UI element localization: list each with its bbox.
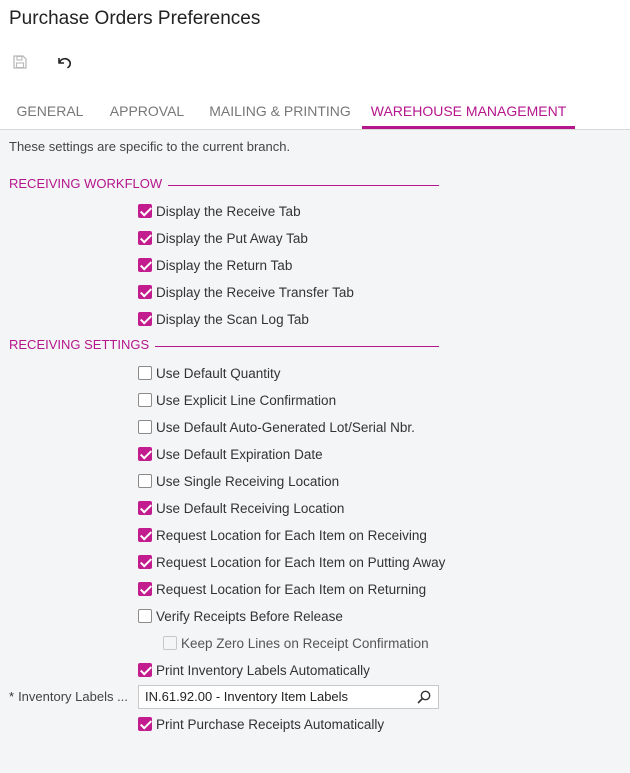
top-bar (0, 0, 630, 130)
checkbox-checked[interactable] (138, 285, 152, 299)
checkbox-checked[interactable] (138, 717, 152, 731)
checkbox-checked[interactable] (138, 555, 152, 569)
checkbox-checked[interactable] (138, 258, 152, 272)
display-put-away-tab-label: Display the Put Away Tab (156, 230, 308, 246)
tab-mailing-printing[interactable]: MAILING & PRINTING (209, 103, 351, 119)
search-icon[interactable] (416, 689, 432, 705)
request-location-receiving-row[interactable] (138, 526, 427, 544)
checkbox-checked[interactable] (138, 312, 152, 326)
required-mark: * (9, 689, 15, 704)
use-explicit-line-confirmation-label: Use Explicit Line Confirmation (156, 392, 337, 408)
request-location-receiving-label: Request Location for Each Item on Receiving (156, 527, 427, 543)
inventory-labels-field-label (9, 689, 128, 704)
display-scan-log-tab-label: Display the Scan Log Tab (156, 311, 309, 327)
checkbox-disabled[interactable] (163, 636, 177, 650)
inventory-labels-value: IN.61.92.00 - Inventory Item Labels (145, 689, 349, 704)
display-return-tab-label: Display the Return Tab (156, 257, 293, 273)
checkbox-checked[interactable] (138, 501, 152, 515)
inventory-labels-label-text: Inventory Labels ... (18, 689, 128, 704)
display-receive-tab-label: Display the Receive Tab (156, 203, 301, 219)
request-location-returning-label: Request Location for Each Item on Returning (156, 581, 427, 597)
display-receive-tab-row[interactable] (138, 202, 301, 220)
request-location-returning-row[interactable] (138, 580, 426, 598)
use-explicit-line-confirmation-row[interactable] (138, 391, 336, 409)
checkbox-unchecked[interactable] (138, 474, 152, 488)
use-default-expiration-date-row[interactable] (138, 445, 323, 463)
checkbox-unchecked[interactable] (138, 420, 152, 434)
print-inventory-labels-label: Print Inventory Labels Automatically (156, 662, 370, 678)
display-scan-log-tab-row[interactable] (138, 310, 309, 328)
checkbox-checked[interactable] (138, 231, 152, 245)
verify-receipts-label: Verify Receipts Before Release (156, 608, 343, 624)
receiving-workflow-header (9, 175, 439, 191)
checkbox-checked[interactable] (138, 528, 152, 542)
checkbox-checked[interactable] (138, 582, 152, 596)
checkbox-unchecked[interactable] (138, 393, 152, 407)
section-divider (155, 346, 439, 347)
verify-receipts-row[interactable] (138, 607, 343, 625)
undo-icon[interactable] (54, 52, 74, 72)
page-title: Purchase Orders Preferences (9, 8, 261, 29)
receiving-settings-header (9, 336, 439, 352)
request-location-putting-away-label: Request Location for Each Item on Putting Away (156, 554, 446, 570)
tab-bar (0, 92, 630, 130)
checkbox-checked[interactable] (138, 204, 152, 218)
section-divider (168, 185, 439, 186)
display-put-away-tab-row[interactable] (138, 229, 308, 247)
tab-general[interactable]: GENERAL (16, 103, 84, 119)
keep-zero-lines-label: Keep Zero Lines on Receipt Confirmation (181, 635, 429, 651)
branch-info-text: These settings are specific to the current branch. (9, 139, 291, 154)
checkbox-unchecked[interactable] (138, 366, 152, 380)
tab-approval[interactable]: APPROVAL (109, 103, 185, 119)
keep-zero-lines-row[interactable] (163, 634, 429, 652)
display-receive-transfer-tab-label: Display the Receive Transfer Tab (156, 284, 354, 300)
use-default-quantity-label: Use Default Quantity (156, 365, 281, 381)
use-default-auto-lot-serial-row[interactable] (138, 418, 415, 436)
use-single-receiving-location-label: Use Single Receiving Location (156, 473, 340, 489)
use-default-receiving-location-row[interactable] (138, 499, 344, 517)
print-inventory-labels-row[interactable] (138, 661, 370, 679)
use-default-expiration-date-label: Use Default Expiration Date (156, 446, 323, 462)
print-purchase-receipts-label: Print Purchase Receipts Automatically (156, 716, 385, 732)
use-default-receiving-location-label: Use Default Receiving Location (156, 500, 345, 516)
tab-warehouse-management[interactable]: WAREHOUSE MANAGEMENT (362, 92, 575, 129)
use-default-auto-lot-serial-label: Use Default Auto-Generated Lot/Serial Nbr. (156, 419, 415, 435)
checkbox-unchecked[interactable] (138, 609, 152, 623)
print-purchase-receipts-row[interactable] (138, 715, 384, 733)
inventory-labels-selector[interactable] (138, 685, 439, 709)
receiving-workflow-title: RECEIVING WORKFLOW (9, 175, 163, 191)
display-return-tab-row[interactable] (138, 256, 292, 274)
receiving-settings-title: RECEIVING SETTINGS (9, 336, 150, 352)
checkbox-checked[interactable] (138, 663, 152, 677)
use-default-quantity-row[interactable] (138, 364, 281, 382)
use-single-receiving-location-row[interactable] (138, 472, 339, 490)
display-receive-transfer-tab-row[interactable] (138, 283, 354, 301)
save-icon[interactable] (10, 52, 30, 72)
request-location-putting-away-row[interactable] (138, 553, 445, 571)
checkbox-checked[interactable] (138, 447, 152, 461)
